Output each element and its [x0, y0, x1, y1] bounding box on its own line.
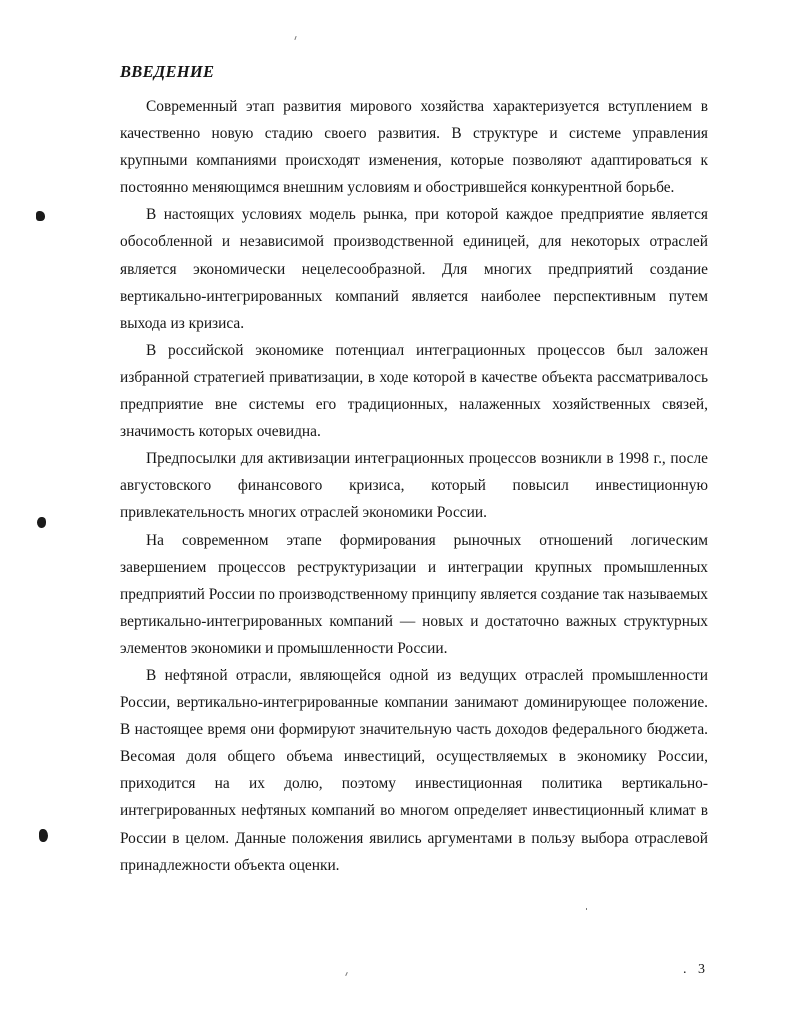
paragraph-2: В настоящих условиях модель рынка, при которой каждое предприятие является обособленной и независимой производственной единицей, для некоторых отраслей является экономически нецелесообразной. Для многих предприятий создание вертикально-интегрированных компаний является наиболее перспективным путем выхода из кризиса. [120, 206, 708, 332]
punch-hole-mark [39, 829, 48, 842]
page-number: 3 [698, 962, 705, 977]
punch-hole-mark [37, 517, 46, 528]
paragraph-5: На современном этапе формирования рыночных отношений логическим завершением процессов реструктуризации и интеграции крупных промышленных предприятий России по производственному принципу является создание так называемых вертикально-интегрированных компаний — новых и достаточно важных структурных элементов экономики и промышленности России. [120, 531, 708, 657]
body-text [120, 93, 708, 879]
scan-speck [586, 908, 587, 910]
scan-speck [294, 36, 296, 40]
paragraph-1: Современный этап развития мирового хозяйства характеризуется вступлением в качественно новую стадию своего развития. В структуре и системе управления крупными компаниями происходят изменения, которые позволяют адаптироваться к постоянно меняющимся внешним условиям и обострившейся конкурентной борьбе. [120, 98, 708, 197]
page-number-prefix: . [683, 962, 687, 977]
paragraph-4: Предпосылки для активизации интеграционных процессов возникли в 1998 г., после августовского финансового кризиса, который повысил инвестиционную привлекательность многих отраслей экономики России. [120, 450, 708, 522]
punch-hole-mark [36, 211, 45, 221]
paragraph-6: В нефтяной отрасли, являющейся одной из ведущих отраслей промышленности России, вертикально-интегрированные компании занимают доминирующее положение. В настоящее время они формируют значительную часть доходов федерального бюджета. Весомая доля общего объема инвестиций, осуществляемых в экономику России, приходится на их долю, поэтому инвестиционная политика вертикально-интегрированных нефтяных компаний во многом определяет инвестиционный климат в России в целом. Данные положения явились аргументами в пользу выбора отраслевой принадлежности объекта оценки. [120, 666, 708, 874]
scan-speck [345, 972, 348, 976]
paragraph-3: В российской экономике потенциал интеграционных процессов был заложен избранной стратегией приватизации, в ходе которой в качестве объекта рассматривалось предприятие вне системы его традиционных, налаженных хозяйственных связей, значимость которых очевидна. [120, 341, 708, 441]
page-heading: ВВЕДЕНИЕ [120, 62, 215, 81]
